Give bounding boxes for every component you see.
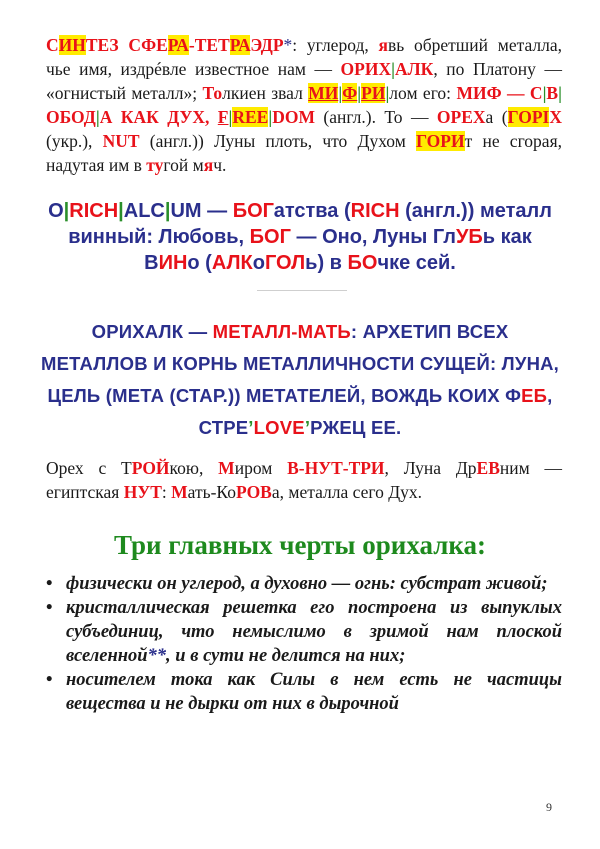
text-run: В: [546, 83, 559, 103]
text-run: МИ: [308, 83, 339, 103]
text-run: ОБОД: [46, 107, 96, 127]
text-run: РА: [167, 35, 189, 55]
text-run: (англ.)) металл винный: Любовь,: [68, 200, 552, 248]
section-title: Три главных черты орихалка:: [113, 530, 486, 560]
text-run: ТЕЗ СФЕ: [85, 35, 168, 55]
text-run: : АРХЕТИП ВСЕХ МЕТАЛЛОВ И КОРНЬ МЕТАЛЛИЧНОСТИ СУЩЕЙ: ЛУНА, ЦЕЛЬ (МЕТА (СТАР.)) МЕТАТЕЛЕЙ, ВОЖДЬ КОИХ Ф: [40, 321, 560, 406]
text-run: чке сей.: [377, 252, 456, 274]
page-number: 9: [546, 800, 552, 814]
text-run: о: [252, 252, 265, 274]
text-run: ОРИХАЛК —: [91, 321, 213, 342]
text-run: |: [357, 83, 362, 103]
text-run: БОГ: [249, 226, 291, 248]
text-run: ALC: [123, 200, 165, 222]
text-run: ту: [146, 155, 164, 175]
text-run: ИН: [58, 35, 86, 55]
text-run: RICH: [350, 200, 400, 222]
text-run: |: [268, 107, 273, 127]
text-run: ЕВ: [476, 458, 500, 478]
text-run: LOVE: [253, 417, 305, 438]
bullet-item: [46, 596, 562, 668]
heading-orichalcum: [40, 198, 560, 276]
text-run: ним — египтская: [46, 458, 562, 502]
text-run: М: [218, 458, 235, 478]
text-run: вь обретший металла, чье имя, издрéвле известное нам —: [46, 35, 562, 79]
text-run: — Оно, Луны Гл: [290, 226, 456, 248]
text-run: , по Платону — «огнистый металл»;: [46, 59, 562, 103]
text-run: Ф: [342, 83, 358, 103]
text-run: : углерод,: [292, 35, 379, 55]
text-run: Х: [549, 107, 562, 127]
text-run: , Луна Др: [384, 458, 477, 478]
text-run: (англ.)) Луны плоть, что Духом: [139, 131, 416, 151]
text-run: С: [46, 35, 59, 55]
text-run: , СТРЕ: [198, 385, 553, 438]
text-run: я: [203, 155, 214, 175]
text-run: иром: [234, 458, 288, 478]
text-run: REE: [232, 107, 269, 127]
text-run: БО: [347, 252, 378, 274]
text-run: а, металла сего Дух.: [271, 482, 423, 502]
text-run: ГОЛ: [264, 252, 306, 274]
text-run: АЛК: [211, 252, 253, 274]
text-run: РЖЕЦ ЕЕ.: [310, 417, 402, 438]
text-run: РА: [229, 35, 251, 55]
text-run: МЕТАЛЛ-МАТЬ: [212, 321, 351, 342]
text-run: UM —: [170, 200, 233, 222]
text-run: То: [202, 83, 223, 103]
bullet-dot: •: [46, 598, 53, 618]
paragraph-nut: [46, 456, 562, 504]
text-run: а (: [485, 107, 508, 127]
text-run: РОВ: [235, 482, 272, 502]
text-run: ’: [248, 417, 254, 438]
text-run: В-НУТ-ТРИ: [287, 458, 385, 478]
text-run: БОГ: [232, 200, 274, 222]
text-run: ГОРІ: [507, 107, 550, 127]
text-run: т не сгорая, надутая им в: [46, 131, 563, 175]
text-run: |: [228, 107, 233, 127]
text-run: ь) в: [305, 252, 348, 274]
text-run: А КАК ДУХ,: [99, 107, 218, 127]
text-run: DOM: [272, 107, 315, 127]
text-run: лом его:: [389, 83, 457, 103]
text-run: УБ: [455, 226, 483, 248]
text-run: ь как В: [144, 226, 532, 274]
text-run: ГОРИ: [415, 131, 465, 151]
text-run: (англ.). То —: [314, 107, 437, 127]
text-run: РИ: [361, 83, 386, 103]
text-run: М: [171, 482, 188, 502]
text-run: о (: [187, 252, 212, 274]
bullet-item: [46, 668, 562, 716]
text-run: МИФ — С: [456, 83, 543, 103]
text-run: |: [338, 83, 343, 103]
text-run: О: [48, 200, 64, 222]
text-run: **: [147, 646, 167, 666]
text-run: :: [161, 482, 172, 502]
paragraph-intro: [46, 33, 562, 177]
text-run: ать-Ко: [187, 482, 236, 502]
text-run: -ТЕТ: [188, 35, 230, 55]
text-run: ’: [304, 417, 311, 438]
bullet-item: [46, 572, 562, 596]
text-run: |: [391, 59, 395, 79]
bullet-dot: •: [46, 670, 53, 690]
text-run: |: [95, 107, 100, 127]
text-run: носителем тока как Силы в нем есть не частицы вещества и не дырки от них в дырочной: [66, 670, 562, 714]
text-run: кристаллическая решетка его построена из выпуклых субъединиц, что немыслимо в зримой нам плоской вселенной: [66, 598, 562, 666]
text-run: (укр.),: [46, 131, 103, 151]
text-run: АЛК: [394, 59, 434, 79]
text-run: ОРЕХ: [436, 107, 486, 127]
text-run: |: [164, 200, 171, 222]
text-run: ЭДР: [250, 35, 284, 55]
text-run: RICH: [69, 200, 119, 222]
text-run: Орех с Т: [46, 458, 132, 478]
heading-orichalk-metal-mother: [40, 316, 560, 444]
text-run: *: [283, 35, 293, 55]
text-run: |: [542, 83, 547, 103]
text-run: ЕБ: [521, 385, 548, 406]
text-run: НУТ: [123, 482, 162, 502]
text-run: кою,: [169, 458, 219, 478]
text-run: F: [217, 107, 229, 127]
text-run: ОРИХ: [340, 59, 392, 79]
text-run: , и в сути не делится на них;: [166, 646, 406, 666]
text-run: ч.: [213, 155, 227, 175]
text-run: |: [558, 83, 562, 103]
text-run: лкиен звал: [222, 83, 309, 103]
text-run: я: [378, 35, 388, 55]
text-run: |: [63, 200, 70, 222]
text-run: ИН: [158, 252, 188, 274]
text-run: физически он углерод, а духовно — огнь: субстрат живой;: [66, 574, 548, 594]
text-run: |: [118, 200, 124, 222]
text-run: |: [385, 83, 390, 103]
bullet-dot: •: [46, 574, 53, 594]
text-run: атства (: [273, 200, 351, 222]
text-run: гой м: [163, 155, 204, 175]
divider: [257, 290, 347, 291]
text-run: NUT: [102, 131, 140, 151]
bullet-list: [46, 572, 562, 716]
text-run: РОЙ: [131, 458, 170, 478]
